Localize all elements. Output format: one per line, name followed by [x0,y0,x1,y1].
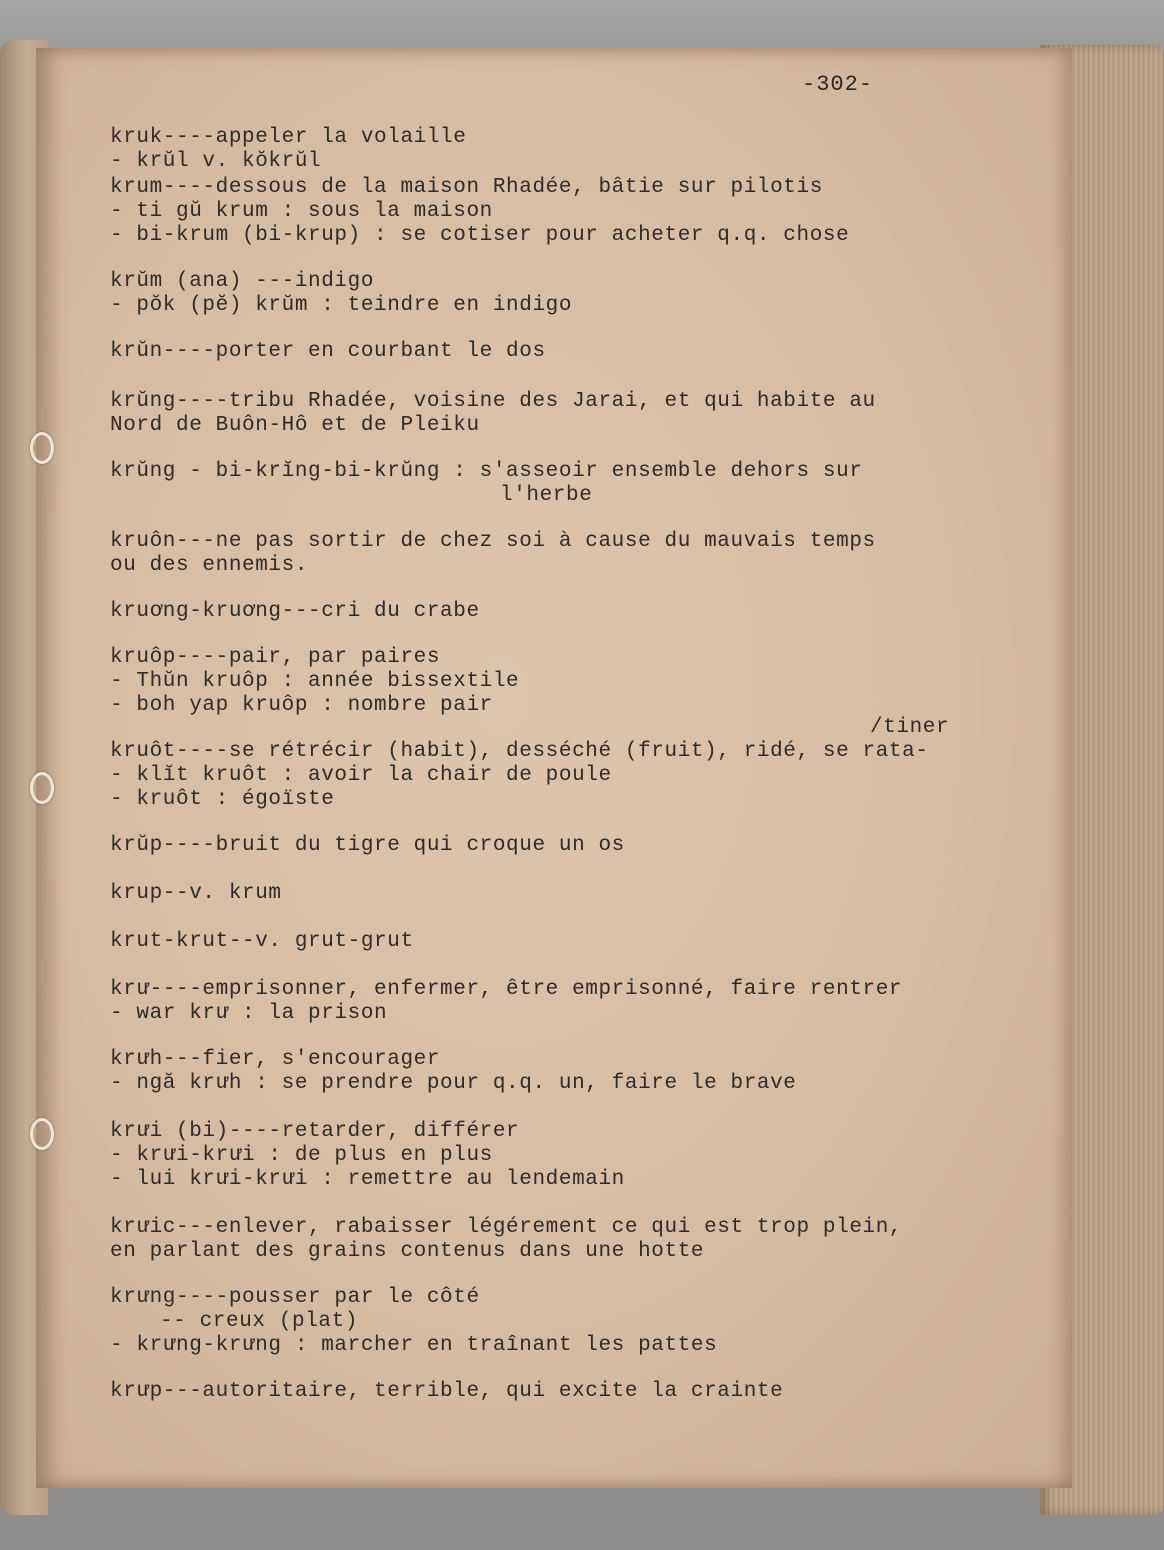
entry-line: kruôn---ne pas sortir de chez soi à cause du mauvais temps [110,530,876,553]
entry-line: - klĭt kruôt : avoir la chair de poule [110,764,612,787]
entry-line: -- creux (plat) [160,1310,359,1333]
entry-line: /tiner [870,716,950,739]
entry-line: kruôt----se rétrécir (habit), desséché (fruit), ridé, se rata- [110,740,929,763]
entry-line: krum----dessous de la maison Rhadée, bâtie sur pilotis [110,176,823,199]
entry-line: krưh---fier, s'encourager [110,1048,441,1071]
entry-line: - kruôt : égoïste [110,788,335,811]
page-number: -302- [802,72,874,97]
entry-line: krŭng----tribu Rhadée, voisine des Jarai, et qui habite au [110,390,876,413]
entry-line: krŭp----bruit du tigre qui croque un os [110,834,625,857]
entry-line: krưp---autoritaire, terrible, qui excite la crainte [110,1380,784,1403]
entry-line: - war krư : la prison [110,1002,388,1025]
entry-line: - krưi-krưi : de plus en plus [110,1144,493,1167]
entry-line: - krŭl v. kŏkrŭl [110,150,322,173]
entry-line: - bi-krum (bi-krup) : se cotiser pour acheter q.q. chose [110,224,850,247]
entry-line: krŭm (ana) ---indigo [110,270,375,293]
entry-line: krut-krut--v. grut-grut [110,930,414,953]
entry-line: krup--v. krum [110,882,282,905]
entry-line: - Thŭn kruôp : année bissextile [110,670,520,693]
entry-line: en parlant des grains contenus dans une hotte [110,1240,705,1263]
entry-line: - boh yap kruôp : nombre pair [110,694,493,717]
entry-line: kruk----appeler la volaille [110,126,467,149]
entry-line: - lui krưi-krưi : remettre au lendemain [110,1168,625,1191]
binding-ring [30,772,54,804]
entry-line: krŭng - bi-krĭng-bi-krŭng : s'asseoir ensemble dehors sur [110,460,863,483]
entry-line: - ti gŭ krum : sous la maison [110,200,493,223]
entry-line: kruôp----pair, par paires [110,646,441,669]
entry-line: krưi (bi)----retarder, différer [110,1120,520,1143]
entry-line: - pŏk (pĕ) krŭm : teindre en indigo [110,294,573,317]
binding-ring [30,432,54,464]
entry-line: Nord de Buôn-Hô et de Pleiku [110,414,480,437]
entry-line: krư----emprisonner, enfermer, être emprisonné, faire rentrer [110,978,903,1001]
entry-line: krưng----pousser par le côté [110,1286,480,1309]
binding-ring [30,1118,54,1150]
entry-line: - ngă krưh : se prendre pour q.q. un, faire le brave [110,1072,797,1095]
entry-line: krŭn----porter en courbant le dos [110,340,546,363]
entry-line: - krưng-krưng : marcher en traînant les pattes [110,1334,718,1357]
entry-line: l'herbe [500,484,593,507]
entry-line: krưic---enlever, rabaisser légérement ce qui est trop plein, [110,1216,903,1239]
entry-line: ou des ennemis. [110,554,309,577]
entry-line: kruơng-kruơng---cri du crabe [110,600,480,623]
